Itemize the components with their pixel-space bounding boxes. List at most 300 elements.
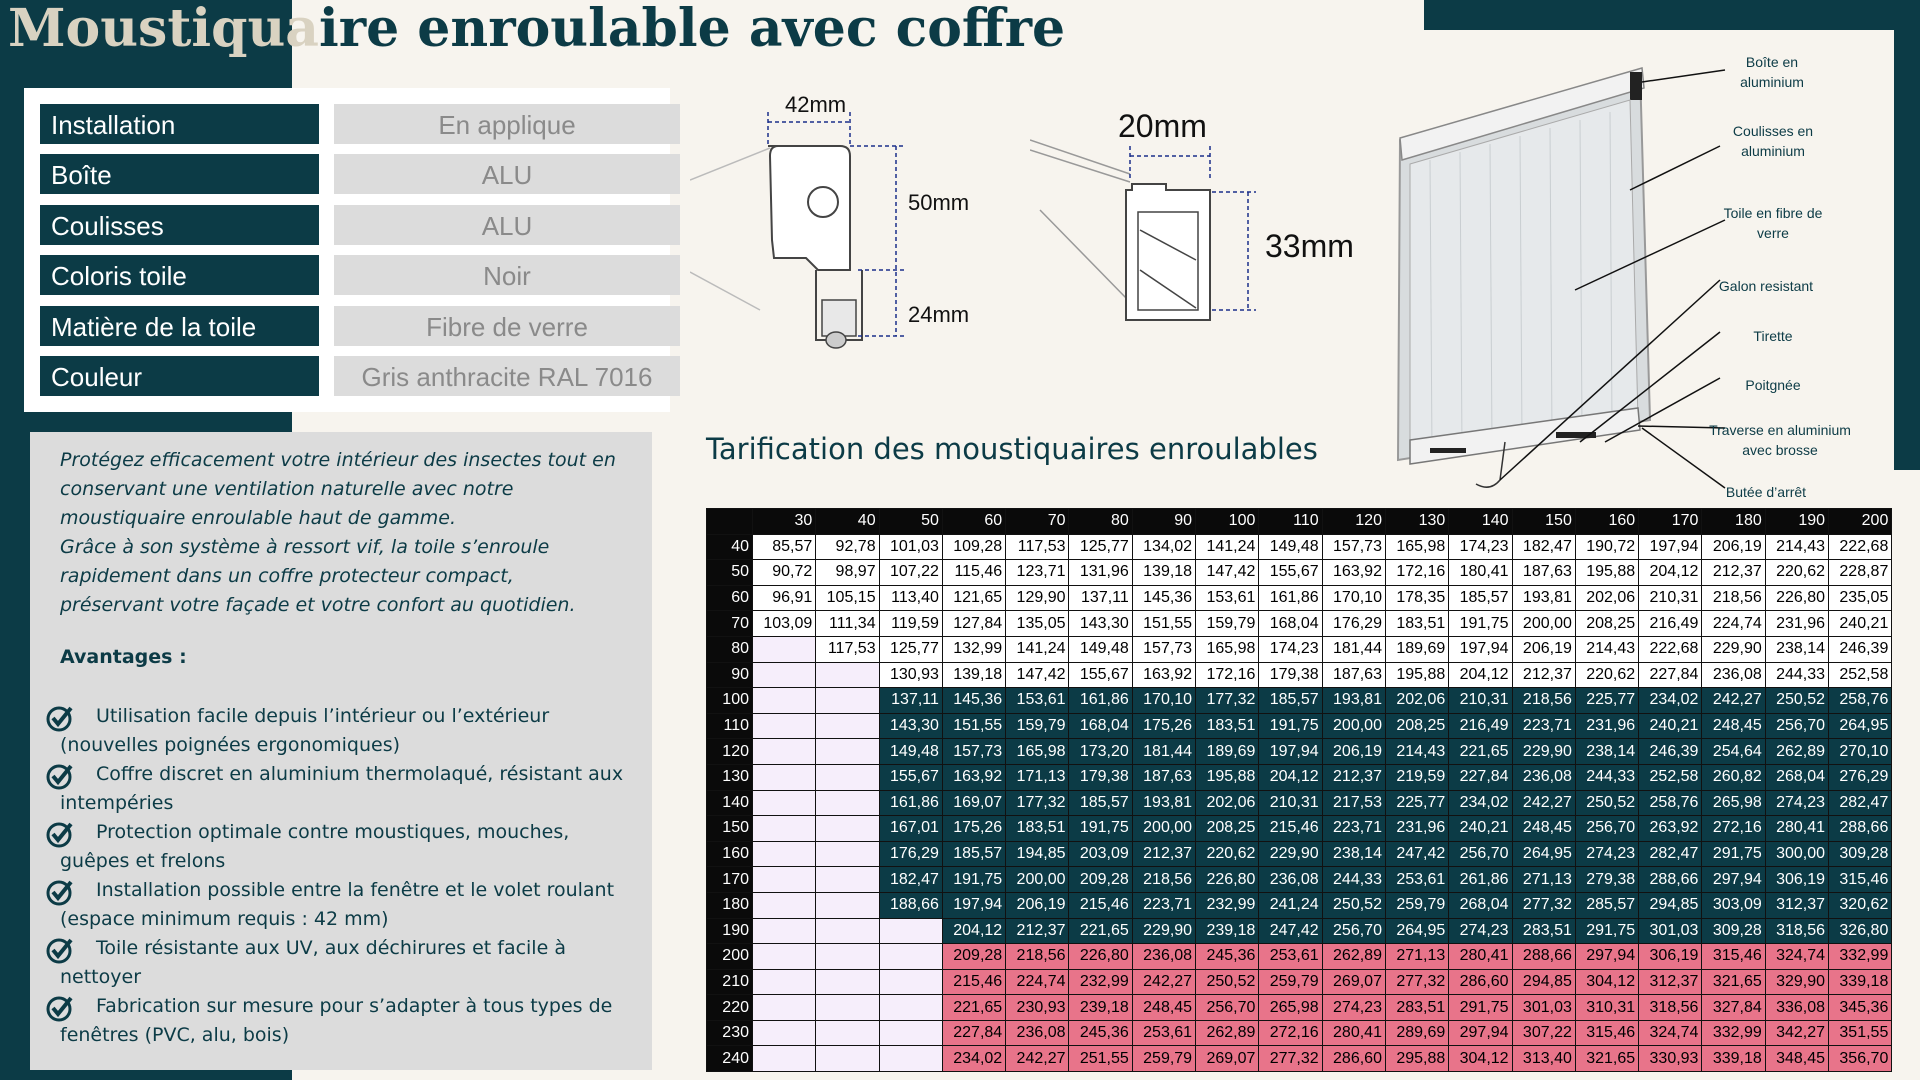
price-cell: 256,70 <box>1575 816 1638 842</box>
price-cell: 339,18 <box>1829 969 1892 995</box>
price-cell: 216,49 <box>1449 713 1512 739</box>
price-cell: 332,99 <box>1702 1020 1765 1046</box>
product-label-line: avec brosse <box>1742 442 1818 458</box>
empty-price-cell <box>879 944 942 970</box>
price-cell: 272,16 <box>1702 816 1765 842</box>
table-row <box>707 560 1892 586</box>
price-cell: 159,79 <box>1006 713 1069 739</box>
spec-row-couleur <box>40 356 660 396</box>
price-cell: 165,98 <box>1385 534 1448 560</box>
spec-row-boite <box>40 154 660 194</box>
column-header: 170 <box>1639 509 1702 535</box>
price-cell: 145,36 <box>1132 585 1195 611</box>
price-cell: 202,06 <box>1575 585 1638 611</box>
product-label-line: Boîte en <box>1745 54 1799 70</box>
description-line: moustiquaire enroulable haut de gamme. <box>60 507 457 529</box>
check-circle-icon <box>46 936 74 964</box>
price-cell: 244,33 <box>1765 662 1828 688</box>
price-cell: 172,16 <box>1385 560 1448 586</box>
product-label-butee <box>1666 482 1866 502</box>
row-header: 90 <box>707 662 753 688</box>
price-cell: 222,68 <box>1639 636 1702 662</box>
column-header: 160 <box>1575 509 1638 535</box>
price-cell: 223,71 <box>1322 816 1385 842</box>
price-cell: 215,46 <box>1069 892 1132 918</box>
price-cell: 109,28 <box>942 534 1005 560</box>
row-header: 50 <box>707 560 753 586</box>
price-cell: 332,99 <box>1829 944 1892 970</box>
price-cell: 189,69 <box>1385 636 1448 662</box>
description-panel <box>30 432 652 1070</box>
price-cell: 321,65 <box>1702 969 1765 995</box>
row-header: 130 <box>707 764 753 790</box>
dim-box-width: 42mm <box>785 92 847 117</box>
empty-price-cell <box>753 892 816 918</box>
price-cell: 326,80 <box>1829 918 1892 944</box>
price-cell: 149,48 <box>1259 534 1322 560</box>
price-cell: 223,71 <box>1132 892 1195 918</box>
price-cell: 221,65 <box>1069 918 1132 944</box>
price-cell: 356,70 <box>1829 1046 1892 1072</box>
price-table <box>706 508 1892 1072</box>
advantages-title: Avantages : <box>60 646 187 668</box>
price-cell: 264,95 <box>1512 841 1575 867</box>
price-cell: 294,85 <box>1512 969 1575 995</box>
table-row <box>707 611 1892 637</box>
check-circle-icon <box>46 878 74 906</box>
price-cell: 181,44 <box>1322 636 1385 662</box>
price-cell: 216,49 <box>1639 611 1702 637</box>
price-cell: 258,76 <box>1639 790 1702 816</box>
row-header: 150 <box>707 816 753 842</box>
table-row <box>707 1046 1892 1072</box>
price-cell: 209,28 <box>942 944 1005 970</box>
price-cell: 202,06 <box>1196 790 1259 816</box>
price-cell: 195,88 <box>1575 560 1638 586</box>
price-cell: 187,63 <box>1512 560 1575 586</box>
spec-label: Boîte <box>40 154 319 194</box>
price-cell: 252,58 <box>1639 764 1702 790</box>
table-row <box>707 688 1892 714</box>
price-cell: 125,77 <box>879 636 942 662</box>
price-cell: 111,34 <box>816 611 879 637</box>
price-cell: 174,23 <box>1449 534 1512 560</box>
price-cell: 226,80 <box>1765 585 1828 611</box>
empty-price-cell <box>879 1046 942 1072</box>
empty-price-cell <box>753 918 816 944</box>
advantage-item <box>46 992 646 1050</box>
price-cell: 238,14 <box>1322 841 1385 867</box>
price-cell: 219,59 <box>1385 764 1448 790</box>
price-cell: 217,53 <box>1322 790 1385 816</box>
top-right-teal-band <box>1424 0 1920 30</box>
spec-row-installation <box>40 104 660 144</box>
description-text <box>60 446 640 620</box>
table-row <box>707 739 1892 765</box>
price-cell: 256,70 <box>1765 713 1828 739</box>
price-cell: 301,03 <box>1512 995 1575 1021</box>
price-cell: 256,70 <box>1449 841 1512 867</box>
price-cell: 279,38 <box>1575 867 1638 893</box>
rail-section-diagram <box>1030 120 1270 330</box>
row-header: 80 <box>707 636 753 662</box>
price-cell: 304,12 <box>1575 969 1638 995</box>
price-cell: 236,08 <box>1512 764 1575 790</box>
table-title: Tarification des moustiquaires enroulables <box>706 432 1318 466</box>
table-row <box>707 713 1892 739</box>
empty-price-cell <box>816 892 879 918</box>
empty-price-cell <box>753 739 816 765</box>
price-cell: 155,67 <box>1259 560 1322 586</box>
price-cell: 107,22 <box>879 560 942 586</box>
price-cell: 277,32 <box>1512 892 1575 918</box>
price-cell: 151,55 <box>942 713 1005 739</box>
price-cell: 206,19 <box>1512 636 1575 662</box>
price-cell: 145,36 <box>942 688 1005 714</box>
price-cell: 177,32 <box>1196 688 1259 714</box>
spec-label: Coloris toile <box>40 255 319 295</box>
advantage-line: Installation possible entre la fenêtre et le volet roulant <box>96 879 615 901</box>
price-cell: 288,66 <box>1639 867 1702 893</box>
empty-price-cell <box>816 713 879 739</box>
price-cell: 312,37 <box>1765 892 1828 918</box>
price-cell: 229,90 <box>1259 841 1322 867</box>
advantage-line: Toile résistante aux UV, aux déchirures et facile à <box>96 937 566 959</box>
price-cell: 170,10 <box>1322 585 1385 611</box>
price-cell: 185,57 <box>1069 790 1132 816</box>
column-header: 190 <box>1765 509 1828 535</box>
price-cell: 229,90 <box>1702 636 1765 662</box>
spec-value: Gris anthracite RAL 7016 <box>334 356 680 396</box>
price-cell: 220,62 <box>1575 662 1638 688</box>
advantage-item <box>46 702 646 760</box>
price-cell: 256,70 <box>1196 995 1259 1021</box>
table-corner-cell <box>707 509 753 535</box>
price-cell: 157,73 <box>1132 636 1195 662</box>
price-cell: 288,66 <box>1829 816 1892 842</box>
price-cell: 206,19 <box>1322 739 1385 765</box>
price-cell: 105,15 <box>816 585 879 611</box>
price-cell: 214,43 <box>1765 534 1828 560</box>
column-header: 130 <box>1385 509 1448 535</box>
price-cell: 185,57 <box>942 841 1005 867</box>
price-cell: 348,45 <box>1765 1046 1828 1072</box>
price-cell: 291,75 <box>1702 841 1765 867</box>
price-cell: 224,74 <box>1702 611 1765 637</box>
price-cell: 210,31 <box>1639 585 1702 611</box>
empty-price-cell <box>753 995 816 1021</box>
empty-price-cell <box>753 636 816 662</box>
price-cell: 218,56 <box>1132 867 1195 893</box>
spec-value: ALU <box>334 205 680 245</box>
price-cell: 225,77 <box>1385 790 1448 816</box>
price-cell: 208,25 <box>1575 611 1638 637</box>
price-cell: 265,98 <box>1702 790 1765 816</box>
price-cell: 274,23 <box>1322 995 1385 1021</box>
price-cell: 247,42 <box>1385 841 1448 867</box>
price-cell: 225,77 <box>1575 688 1638 714</box>
price-cell: 245,36 <box>1069 1020 1132 1046</box>
price-cell: 230,93 <box>1006 995 1069 1021</box>
description-line: préservant votre façade et votre confort au quotidien. <box>60 594 576 616</box>
price-cell: 260,82 <box>1702 764 1765 790</box>
empty-price-cell <box>753 790 816 816</box>
price-cell: 297,94 <box>1702 867 1765 893</box>
price-cell: 215,46 <box>1259 816 1322 842</box>
row-header: 240 <box>707 1046 753 1072</box>
price-cell: 236,08 <box>1006 1020 1069 1046</box>
price-cell: 269,07 <box>1322 969 1385 995</box>
price-cell: 183,51 <box>1196 713 1259 739</box>
price-cell: 137,11 <box>879 688 942 714</box>
price-cell: 232,99 <box>1069 969 1132 995</box>
price-cell: 283,51 <box>1512 918 1575 944</box>
price-cell: 161,86 <box>1069 688 1132 714</box>
price-cell: 218,56 <box>1512 688 1575 714</box>
price-cell: 200,00 <box>1322 713 1385 739</box>
table-row <box>707 944 1892 970</box>
price-cell: 268,04 <box>1765 764 1828 790</box>
empty-price-cell <box>816 790 879 816</box>
price-cell: 188,66 <box>879 892 942 918</box>
empty-price-cell <box>879 969 942 995</box>
price-cell: 301,03 <box>1639 918 1702 944</box>
empty-price-cell <box>816 944 879 970</box>
empty-price-cell <box>879 1020 942 1046</box>
dim-rail-width: 20mm <box>1118 108 1207 144</box>
price-cell: 187,63 <box>1322 662 1385 688</box>
price-cell: 180,41 <box>1449 560 1512 586</box>
price-cell: 103,09 <box>753 611 816 637</box>
spec-label: Coulisses <box>40 205 319 245</box>
price-cell: 149,48 <box>879 739 942 765</box>
price-cell: 161,86 <box>879 790 942 816</box>
price-cell: 351,55 <box>1829 1020 1892 1046</box>
price-cell: 327,84 <box>1702 995 1765 1021</box>
product-label-traverse <box>1680 420 1880 460</box>
advantage-line: Utilisation facile depuis l’intérieur ou l’extérieur <box>96 705 550 727</box>
row-header: 170 <box>707 867 753 893</box>
column-header: 70 <box>1006 509 1069 535</box>
price-cell: 193,81 <box>1322 688 1385 714</box>
price-cell: 135,05 <box>1006 611 1069 637</box>
description-line: Protégez efficacement votre intérieur des insectes tout en <box>60 449 616 471</box>
price-cell: 242,27 <box>1512 790 1575 816</box>
price-cell: 315,46 <box>1575 1020 1638 1046</box>
price-cell: 208,25 <box>1196 816 1259 842</box>
price-cell: 181,44 <box>1132 739 1195 765</box>
price-cell: 324,74 <box>1765 944 1828 970</box>
price-cell: 248,45 <box>1702 713 1765 739</box>
empty-price-cell <box>879 995 942 1021</box>
price-cell: 115,46 <box>942 560 1005 586</box>
advantage-line: intempéries <box>60 792 174 814</box>
price-cell: 285,57 <box>1575 892 1638 918</box>
price-cell: 258,76 <box>1829 688 1892 714</box>
row-header: 220 <box>707 995 753 1021</box>
price-cell: 153,61 <box>1006 688 1069 714</box>
column-header: 40 <box>816 509 879 535</box>
price-cell: 139,18 <box>942 662 1005 688</box>
price-cell: 169,07 <box>942 790 1005 816</box>
column-header: 110 <box>1259 509 1322 535</box>
price-cell: 250,52 <box>1196 969 1259 995</box>
price-cell: 252,58 <box>1829 662 1892 688</box>
price-cell: 277,32 <box>1259 1046 1322 1072</box>
price-cell: 291,75 <box>1575 918 1638 944</box>
price-cell: 342,27 <box>1765 1020 1828 1046</box>
price-cell: 195,88 <box>1385 662 1448 688</box>
advantage-line: guêpes et frelons <box>60 850 226 872</box>
price-cell: 234,02 <box>1449 790 1512 816</box>
advantages-list <box>46 702 646 1050</box>
price-cell: 215,46 <box>942 969 1005 995</box>
spec-value: Noir <box>334 255 680 295</box>
price-cell: 310,31 <box>1575 995 1638 1021</box>
row-header: 140 <box>707 790 753 816</box>
price-cell: 238,14 <box>1575 739 1638 765</box>
price-cell: 193,81 <box>1512 585 1575 611</box>
price-cell: 248,45 <box>1512 816 1575 842</box>
dim-rail-height: 33mm <box>1265 228 1354 264</box>
price-cell: 119,59 <box>879 611 942 637</box>
table-row <box>707 918 1892 944</box>
price-cell: 269,07 <box>1196 1046 1259 1072</box>
empty-price-cell <box>753 764 816 790</box>
price-cell: 185,57 <box>1449 585 1512 611</box>
price-cell: 134,02 <box>1132 534 1195 560</box>
price-cell: 294,85 <box>1639 892 1702 918</box>
price-cell: 223,71 <box>1512 713 1575 739</box>
product-label-line: verre <box>1757 225 1789 241</box>
price-cell: 231,96 <box>1575 713 1638 739</box>
product-label-boite <box>1672 52 1872 92</box>
row-header: 60 <box>707 585 753 611</box>
price-cell: 220,62 <box>1765 560 1828 586</box>
advantage-line: Fabrication sur mesure pour s’adapter à tous types de <box>96 995 613 1017</box>
price-cell: 282,47 <box>1639 841 1702 867</box>
price-cell: 167,01 <box>879 816 942 842</box>
advantage-line: (nouvelles poignées ergonomiques) <box>60 734 401 756</box>
table-row <box>707 841 1892 867</box>
column-header: 140 <box>1449 509 1512 535</box>
title-part-light: Moustiqua <box>8 0 319 59</box>
price-cell: 165,98 <box>1196 636 1259 662</box>
price-cell: 309,28 <box>1702 918 1765 944</box>
advantage-line: nettoyer <box>60 966 142 988</box>
price-cell: 137,11 <box>1069 585 1132 611</box>
empty-price-cell <box>753 841 816 867</box>
price-cell: 250,52 <box>1765 688 1828 714</box>
price-cell: 248,45 <box>1132 995 1195 1021</box>
price-cell: 239,18 <box>1069 995 1132 1021</box>
price-cell: 256,70 <box>1322 918 1385 944</box>
row-header: 190 <box>707 918 753 944</box>
price-cell: 229,90 <box>1132 918 1195 944</box>
empty-price-cell <box>753 662 816 688</box>
price-cell: 174,23 <box>1259 636 1322 662</box>
product-label-line: aluminium <box>1741 143 1805 159</box>
empty-price-cell <box>816 1046 879 1072</box>
price-cell: 159,79 <box>1196 611 1259 637</box>
price-cell: 200,00 <box>1512 611 1575 637</box>
table-row <box>707 995 1892 1021</box>
price-cell: 280,41 <box>1765 816 1828 842</box>
price-cell: 194,85 <box>1006 841 1069 867</box>
price-cell: 191,75 <box>1449 611 1512 637</box>
price-cell: 212,37 <box>1132 841 1195 867</box>
empty-price-cell <box>816 867 879 893</box>
advantage-line: fenêtres (PVC, alu, bois) <box>60 1024 290 1046</box>
price-cell: 265,98 <box>1259 995 1322 1021</box>
advantage-line: Coffre discret en aluminium thermolaqué, résistant aux <box>96 763 624 785</box>
price-cell: 228,87 <box>1829 560 1892 586</box>
row-header: 100 <box>707 688 753 714</box>
price-cell: 168,04 <box>1259 611 1322 637</box>
spec-label: Couleur <box>40 356 319 396</box>
column-header: 100 <box>1196 509 1259 535</box>
price-cell: 244,33 <box>1322 867 1385 893</box>
price-cell: 197,94 <box>942 892 1005 918</box>
price-cell: 303,09 <box>1702 892 1765 918</box>
price-cell: 170,10 <box>1132 688 1195 714</box>
price-cell: 234,02 <box>942 1046 1005 1072</box>
price-cell: 339,18 <box>1702 1046 1765 1072</box>
price-cell: 197,94 <box>1259 739 1322 765</box>
price-cell: 309,28 <box>1829 841 1892 867</box>
price-cell: 297,94 <box>1449 1020 1512 1046</box>
advantage-item <box>46 760 646 818</box>
price-cell: 240,21 <box>1829 611 1892 637</box>
price-cell: 242,27 <box>1006 1046 1069 1072</box>
price-cell: 274,23 <box>1765 790 1828 816</box>
price-cell: 232,99 <box>1196 892 1259 918</box>
price-cell: 176,29 <box>879 841 942 867</box>
price-cell: 208,25 <box>1385 713 1448 739</box>
product-label-line: Traverse en aluminium <box>1709 422 1851 438</box>
price-cell: 286,60 <box>1449 969 1512 995</box>
price-cell: 191,75 <box>942 867 1005 893</box>
price-cell: 307,22 <box>1512 1020 1575 1046</box>
price-cell: 254,64 <box>1702 739 1765 765</box>
price-cell: 253,61 <box>1259 944 1322 970</box>
price-cell: 270,10 <box>1829 739 1892 765</box>
price-cell: 204,12 <box>1639 560 1702 586</box>
price-cell: 210,31 <box>1259 790 1322 816</box>
price-cell: 85,57 <box>753 534 816 560</box>
price-cell: 336,08 <box>1765 995 1828 1021</box>
spec-row-coulisses <box>40 205 660 245</box>
row-header: 200 <box>707 944 753 970</box>
empty-price-cell <box>753 1020 816 1046</box>
check-circle-icon <box>46 704 74 732</box>
price-cell: 274,23 <box>1449 918 1512 944</box>
price-cell: 250,52 <box>1575 790 1638 816</box>
row-header: 40 <box>707 534 753 560</box>
spec-label: Installation <box>40 104 319 144</box>
product-label-coulisses <box>1673 121 1873 161</box>
table-row <box>707 662 1892 688</box>
column-header: 120 <box>1322 509 1385 535</box>
price-cell: 231,96 <box>1385 816 1448 842</box>
description-line: Grâce à son système à ressort vif, la toile s’enroule <box>60 536 550 558</box>
empty-price-cell <box>753 969 816 995</box>
price-cell: 297,94 <box>1575 944 1638 970</box>
price-cell: 276,29 <box>1829 764 1892 790</box>
price-cell: 212,37 <box>1512 662 1575 688</box>
price-cell: 187,63 <box>1132 764 1195 790</box>
price-cell: 253,61 <box>1132 1020 1195 1046</box>
